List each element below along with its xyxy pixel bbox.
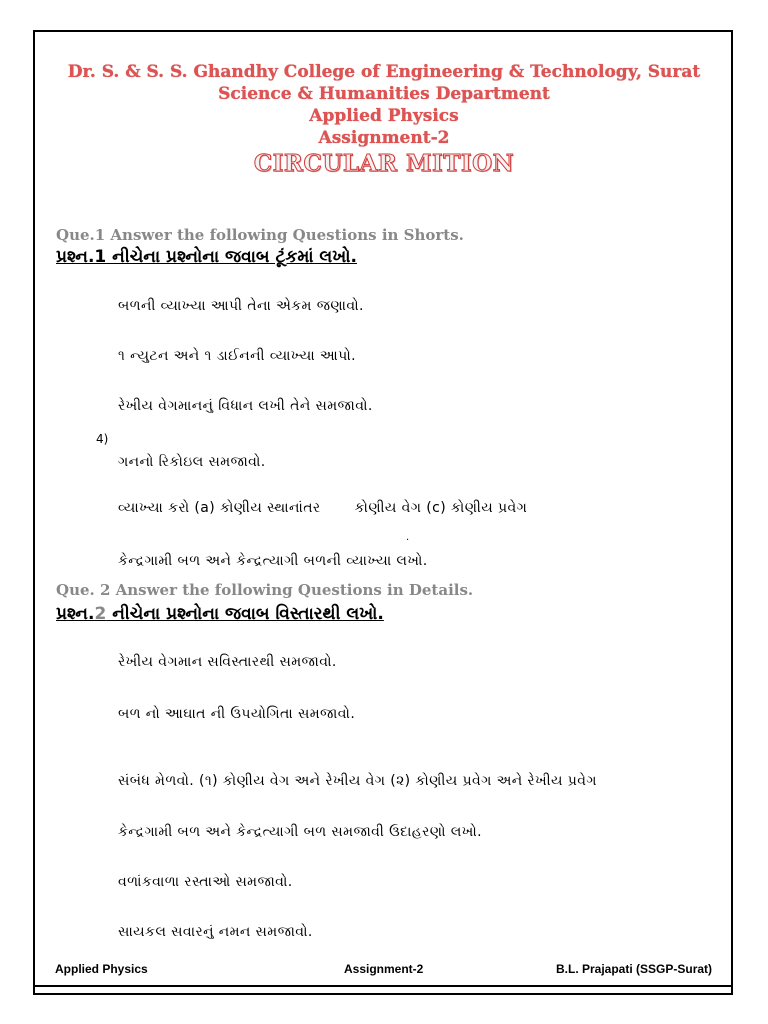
department-name: Science & Humanities Department bbox=[218, 84, 550, 104]
section2-item-4: કેન્દ્રગામી બળ અને કેન્દ્રત્યાગી બળ સમજાવી ઉદાહરણો લખો. bbox=[118, 824, 482, 840]
subject-name: Applied Physics bbox=[309, 106, 459, 126]
define-part-a: વ્યાખ્યા કરો (a) કોણીય સ્થાનાંતર bbox=[118, 500, 321, 516]
assignment-title: Assignment-2 bbox=[318, 128, 450, 148]
college-name: Dr. S. & S. S. Ghandhy College of Engineering & Technology, Surat bbox=[67, 62, 701, 82]
section1-english-heading: Que.1 Answer the following Questions in Shorts. bbox=[56, 226, 464, 244]
section1-item-3: રેખીય વેગમાનનું વિધાન લખી તેને સમજાવો. bbox=[118, 398, 373, 414]
section2-heading-text: નીચેના પ્રશ્નોના જવાબ વિસ્તારથી લખો. bbox=[106, 604, 384, 624]
topic-title: CIRCULAR MITION bbox=[253, 150, 515, 177]
section2-item-6: સાયકલ સવારનું નમન સમજાવો. bbox=[118, 924, 313, 940]
section1-item-6: કેન્દ્રગામી બળ અને કેન્દ્રત્યાગી બળની વ્યાખ્યા લખો. bbox=[118, 553, 428, 569]
section2-item-5: વળાંકવાળા રસ્તાઓ સમજાવો. bbox=[118, 874, 293, 890]
section2-heading-prefix: પ્રશ્ન. bbox=[56, 604, 95, 624]
section2-english-heading: Que. 2 Answer the following Questions in Details. bbox=[56, 581, 474, 599]
footer-rule bbox=[33, 985, 733, 987]
section1-gujarati-heading: પ્રશ્ન.1 નીચેના પ્રશ્નોના જવાબ ટૂંકમાં લખો. bbox=[56, 247, 357, 267]
item-number-4: 4) bbox=[96, 432, 109, 446]
section1-item-2: ૧ ન્યુટન અને ૧ ડાઈનની વ્યાખ્યા આપો. bbox=[118, 348, 356, 364]
section2-gujarati-heading bbox=[56, 604, 384, 624]
footer-subject: Applied Physics bbox=[55, 962, 148, 976]
footer-author: B.L. Prajapati (SSGP-Surat) bbox=[556, 962, 713, 976]
section2-heading-number: 2 bbox=[94, 604, 107, 624]
section2-item-2: બળ નો આઘાત ની ઉપયોગિતા સમજાવો. bbox=[118, 706, 356, 722]
stray-dot: . bbox=[406, 532, 410, 543]
section1-item-1: બળની વ્યાખ્યા આપી તેના એકમ જણાવો. bbox=[118, 298, 364, 314]
footer-assignment: Assignment-2 bbox=[344, 962, 424, 976]
section1-item-4: ગનનો રિકોઇલ સમજાવો. bbox=[118, 454, 266, 470]
section1-item-5 bbox=[118, 500, 527, 516]
define-part-b: કોણીય વેગ (c) કોણીય પ્રવેગ bbox=[354, 500, 528, 516]
section2-item-1: રેખીય વેગમાન સવિસ્તારથી સમજાવો. bbox=[118, 654, 337, 670]
section2-item-3: સંબંધ મેળવો. (૧) કોણીય વેગ અને રેખીય વેગ (૨) કોણીય પ્રવેગ અને રેખીય પ્રવેગ bbox=[118, 773, 597, 789]
